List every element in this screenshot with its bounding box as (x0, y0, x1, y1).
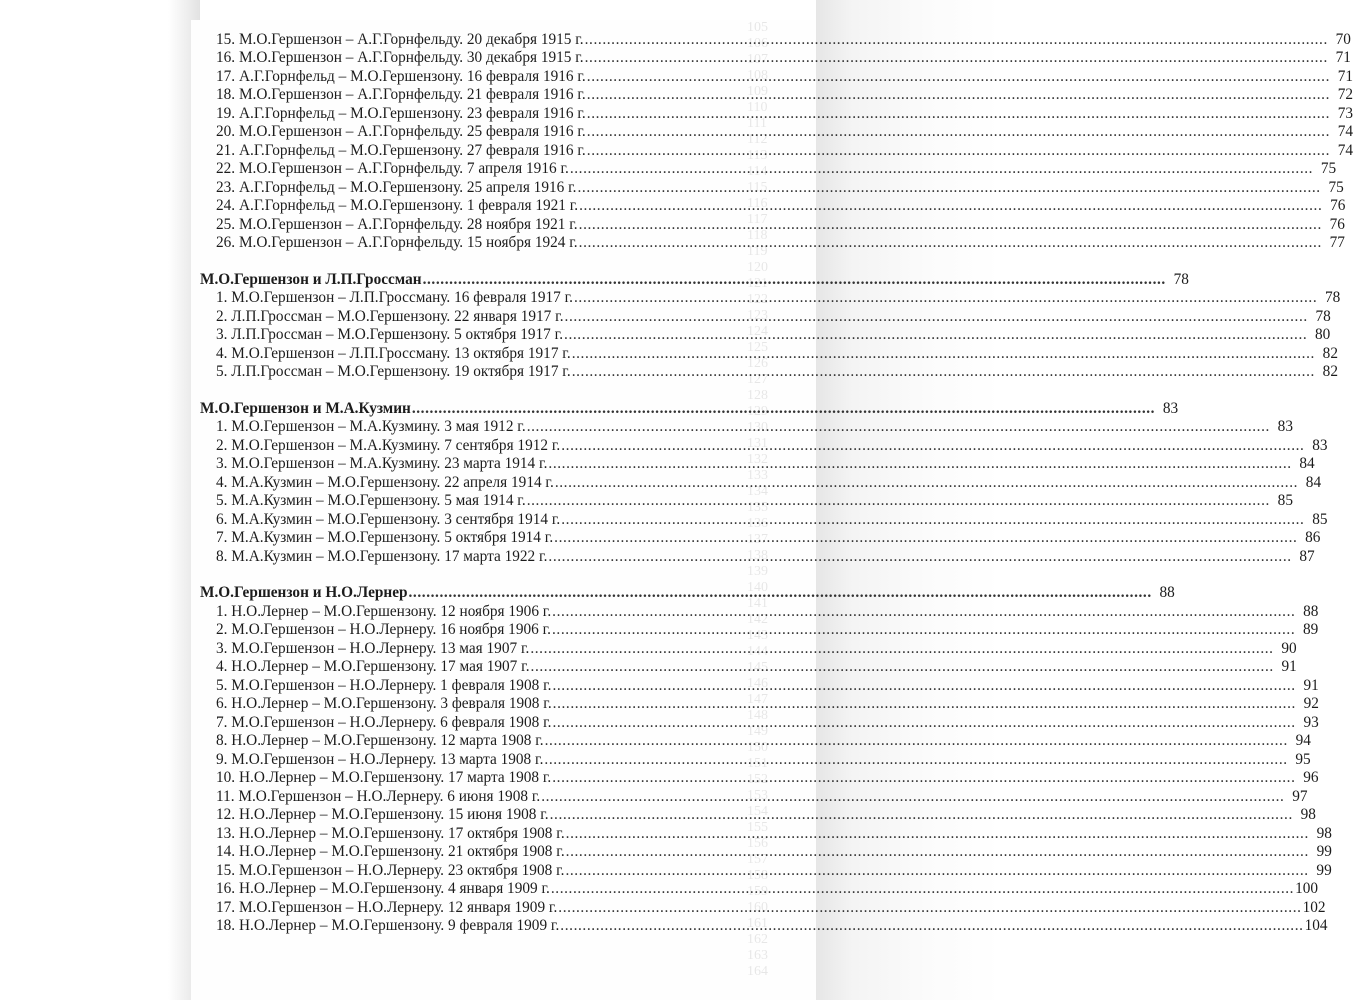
toc-entry-page: 91 (1303, 676, 1319, 694)
dot-leader (579, 234, 1322, 252)
toc-entry-title: 16. М.О.Гершензон – А.Г.Горнфельду. 30 декабря 1915 г. (216, 49, 584, 66)
toc-entry-page: 73 (1337, 104, 1353, 122)
dot-leader (587, 68, 1330, 86)
toc-entry (200, 123, 1353, 142)
toc-entry-title: 8. М.А.Кузмин – М.О.Гершензону. 17 марта 1922 г. (216, 547, 548, 565)
toc-entry-title: 5. М.А.Кузмин – М.О.Гершензону. 5 мая 1914 г. (216, 492, 526, 509)
toc-entry-title: 8. Н.О.Лернер – М.О.Гершензону. 12 марта 1908 г. (216, 732, 544, 749)
toc-entry-title: 2. Л.П.Гроссман – М.О.Гершензону. 22 января 1917 г. (216, 307, 564, 325)
toc-entry (200, 104, 1353, 123)
toc-entry-title: 1. М.О.Гершензон – Л.П.Гроссману. 16 февраля 1917 г. (216, 289, 573, 306)
dot-leader (585, 49, 1328, 67)
toc-entry-title: 4. Н.О.Лернер – М.О.Гершензону. 17 мая 1907 г. (216, 658, 530, 675)
toc-entry-title: 15. М.О.Гершензон – Н.О.Лернеру. 23 октября 1908 г. (216, 861, 565, 879)
toc-entry-page: 96 (1303, 769, 1319, 786)
toc-entry (200, 732, 1311, 751)
toc-entry-page: 80 (1315, 326, 1331, 343)
toc-entry-page: 77 (1329, 234, 1345, 251)
dot-leader (552, 714, 1295, 732)
section-heading-page: 78 (1173, 270, 1189, 288)
dot-leader (572, 345, 1315, 363)
toc-entry (200, 843, 1332, 862)
toc-entry-page: 102 (1302, 898, 1326, 916)
toc-entry-page: 71 (1337, 67, 1353, 85)
section-heading-page: 83 (1162, 399, 1179, 417)
toc-entry (200, 67, 1353, 86)
toc-entry-title: 17. М.О.Гершензон – Н.О.Лернеру. 12 января 1909 г. (216, 898, 558, 916)
toc-entry-page: 82 (1322, 363, 1338, 380)
toc-entry-page: 98 (1316, 824, 1332, 842)
dot-leader (552, 769, 1295, 787)
section-heading-title: М.О.Гершензон и М.А.Кузмин (200, 399, 411, 417)
dot-leader (579, 216, 1322, 234)
toc-entry-title: 24. А.Г.Горнфельд – М.О.Гершензону. 1 февраля 1921 г. (216, 197, 579, 214)
toc-entry-title: 16. Н.О.Лернер – М.О.Гершензону. 4 января 1909 г. (216, 880, 550, 897)
toc-entry (200, 344, 1338, 363)
toc-entry-page: 86 (1305, 529, 1321, 546)
dot-leader (550, 806, 1293, 824)
toc-entry-title: 10. Н.О.Лернер – М.О.Гершензону. 17 марта 1908 г. (216, 769, 552, 786)
toc-entry-page: 87 (1299, 547, 1315, 565)
toc-entry (200, 880, 1319, 899)
toc-entry-page: 71 (1335, 49, 1351, 66)
toc-entry (200, 639, 1297, 658)
toc-entry-title: 23. А.Г.Горнфельд – М.О.Гершензону. 25 апреля 1916 г. (216, 178, 577, 196)
toc-entry (200, 898, 1326, 917)
dot-leader (570, 160, 1313, 178)
dot-leader (544, 751, 1287, 769)
dot-leader (412, 400, 1155, 418)
toc-entry (200, 160, 1337, 179)
toc-entry-page: 97 (1292, 787, 1308, 805)
dot-leader (574, 289, 1317, 307)
dot-leader (555, 474, 1298, 492)
toc-entry-title: 19. А.Г.Горнфельд – М.О.Гершензону. 23 февраля 1916 г. (216, 104, 586, 122)
toc-entry-title: 22. М.О.Гершензон – А.Г.Горнфельду. 7 апреля 1916 г. (216, 160, 569, 177)
scan-background-left (0, 0, 200, 1000)
toc-entry (200, 713, 1319, 732)
toc-entry (200, 529, 1321, 548)
toc-entry-title: 1. Н.О.Лернер – М.О.Гершензону. 12 ноября 1906 г. (216, 602, 552, 620)
toc-entry-page: 74 (1337, 123, 1353, 140)
toc-entry-page: 85 (1277, 492, 1293, 509)
dot-leader (552, 677, 1295, 695)
dot-leader (558, 899, 1301, 917)
toc-entry-page: 92 (1303, 695, 1319, 712)
toc-entry (200, 30, 1351, 49)
dot-leader (564, 326, 1307, 344)
toc-entry (200, 141, 1353, 160)
toc-entry-page: 75 (1320, 160, 1337, 177)
toc-entry-page: 76 (1330, 197, 1346, 214)
toc-entry-page: 70 (1335, 30, 1351, 48)
toc-entry-page: 99 (1316, 861, 1332, 879)
toc-entry-page: 89 (1302, 621, 1319, 638)
toc-entry (200, 917, 1328, 936)
toc-entry (200, 658, 1297, 677)
toc-entry-title: 7. М.А.Кузмин – М.О.Гершензону. 5 октября 1914 г. (216, 529, 554, 546)
toc-entry (200, 418, 1293, 437)
toc-entry-page: 78 (1324, 289, 1341, 306)
dot-leader (566, 843, 1309, 861)
toc-entry-page: 94 (1295, 732, 1311, 749)
toc-entry (200, 215, 1345, 234)
toc-entry-title: 4. М.О.Гершензон – Л.П.Гроссману. 13 октября 1917 г. (216, 344, 571, 362)
dot-leader (541, 788, 1284, 806)
toc-entry-title: 18. Н.О.Лернер – М.О.Гершензону. 9 февраля 1909 г. (216, 917, 560, 934)
toc-entry-page: 75 (1328, 178, 1344, 196)
toc-entry (200, 234, 1345, 253)
toc-entry (200, 547, 1315, 566)
toc-entry (200, 436, 1328, 455)
toc-entry-page: 100 (1295, 880, 1319, 897)
section-heading-title: М.О.Гершензон и Л.П.Гроссман (200, 270, 422, 288)
toc-entry-title: 5. М.О.Гершензон – Н.О.Лернеру. 1 февраля 1908 г. (216, 676, 552, 694)
dot-leader (531, 658, 1274, 676)
toc-entry-page: 83 (1277, 418, 1293, 435)
toc-entry-title: 26. М.О.Гершензон – А.Г.Горнфельду. 15 ноября 1924 г. (216, 234, 578, 251)
toc-entry (200, 510, 1328, 529)
dot-leader (560, 917, 1303, 935)
toc-entry (200, 326, 1331, 345)
toc-entry-title: 21. А.Г.Горнфельд – М.О.Гершензону. 27 февраля 1916 г. (216, 141, 586, 159)
toc-entry-title: 15. М.О.Гершензон – А.Г.Горнфельду. 20 декабря 1915 г. (216, 30, 584, 48)
toc-entry-page: 95 (1295, 750, 1311, 768)
dot-leader (548, 548, 1291, 566)
toc-entry (200, 455, 1315, 474)
section-heading (200, 270, 1189, 289)
toc-entry-page: 99 (1316, 843, 1332, 860)
dot-leader (585, 31, 1328, 49)
toc-entry-title: 12. Н.О.Лернер – М.О.Гершензону. 15 июня 1908 г. (216, 806, 549, 823)
dot-leader (566, 825, 1309, 843)
toc-entry (200, 621, 1319, 640)
toc-entry-page: 91 (1281, 658, 1297, 675)
toc-entry-page: 85 (1312, 510, 1328, 528)
toc-entry-title: 13. Н.О.Лернер – М.О.Гершензону. 17 октября 1908 г. (216, 824, 565, 842)
toc-entry-page: 98 (1300, 806, 1316, 823)
toc-entry-title: 5. Л.П.Гроссман – М.О.Гершензону. 19 октября 1917 г. (216, 363, 571, 380)
section-heading-page: 88 (1159, 584, 1175, 601)
table-of-contents (200, 30, 1353, 935)
toc-entry-title: 25. М.О.Гершензон – А.Г.Горнфельду. 28 ноября 1921 г. (216, 215, 578, 233)
toc-entry (200, 861, 1332, 880)
dot-leader (548, 455, 1291, 473)
toc-entry-title: 17. А.Г.Горнфельд – М.О.Гершензону. 16 февраля 1916 г. (216, 67, 586, 85)
toc-entry-title: 3. Л.П.Гроссман – М.О.Гершензону. 5 октября 1917 г. (216, 326, 564, 343)
toc-entry-title: 6. Н.О.Лернер – М.О.Гершензону. 3 февраля 1908 г. (216, 695, 552, 712)
dot-leader (552, 603, 1295, 621)
toc-entry (200, 307, 1331, 326)
toc-entry-title: 1. М.О.Гершензон – М.А.Кузмину. 3 мая 1912 г. (216, 418, 526, 435)
toc-entry-title: 3. М.О.Гершензон – Н.О.Лернеру. 13 мая 1907 г. (216, 639, 530, 657)
toc-entry-title: 9. М.О.Гершензон – Н.О.Лернеру. 13 марта 1908 г. (216, 750, 544, 768)
dot-leader (545, 732, 1288, 750)
toc-entry (200, 806, 1316, 825)
toc-entry-title: 6. М.А.Кузмин – М.О.Гершензону. 3 сентября 1914 г. (216, 510, 561, 528)
section-heading (200, 584, 1175, 603)
dot-leader (554, 529, 1297, 547)
section-heading-title: М.О.Гершензон и Н.О.Лернер (200, 584, 408, 601)
toc-entry (200, 824, 1332, 843)
dot-leader (572, 363, 1315, 381)
toc-entry-page: 83 (1312, 436, 1328, 454)
toc-entry (200, 787, 1308, 806)
dot-leader (579, 197, 1322, 215)
toc-entry (200, 473, 1322, 492)
toc-entry (200, 86, 1353, 105)
toc-entry-title: 2. М.О.Гершензон – М.А.Кузмину. 7 сентября 1912 г. (216, 436, 561, 454)
dot-leader (587, 105, 1330, 123)
toc-entry-page: 104 (1304, 917, 1328, 934)
toc-entry-page: 82 (1322, 344, 1338, 362)
toc-entry-title: 14. Н.О.Лернер – М.О.Гершензону. 21 октября 1908 г. (216, 843, 565, 860)
dot-leader (409, 584, 1152, 602)
toc-entry-page: 90 (1281, 639, 1297, 657)
dot-leader (565, 862, 1308, 880)
dot-leader (423, 271, 1166, 289)
toc-entry (200, 750, 1311, 769)
toc-entry (200, 492, 1293, 511)
toc-entry-title: 3. М.О.Гершензон – М.А.Кузмину. 23 марта 1914 г. (216, 455, 548, 472)
toc-entry (200, 676, 1319, 695)
dot-leader (561, 437, 1304, 455)
toc-entry-page: 72 (1337, 86, 1353, 103)
dot-leader (565, 308, 1308, 326)
toc-entry (200, 178, 1344, 197)
toc-entry-title: 11. М.О.Гершензон – Н.О.Лернеру. 6 июня 1908 г. (216, 787, 541, 805)
toc-entry-page: 88 (1303, 602, 1319, 620)
toc-entry (200, 363, 1338, 382)
dot-leader (561, 511, 1304, 529)
dot-leader (587, 123, 1330, 141)
toc-entry (200, 197, 1346, 216)
toc-entry (200, 289, 1341, 308)
toc-entry-title: 2. М.О.Гершензон – Н.О.Лернеру. 16 ноября 1906 г. (216, 621, 551, 638)
toc-entry-title: 20. М.О.Гершензон – А.Г.Горнфельду. 25 февраля 1916 г. (216, 123, 586, 140)
toc-entry-title: 4. М.А.Кузмин – М.О.Гершензону. 22 апреля 1914 г. (216, 473, 554, 491)
section-heading (200, 399, 1179, 418)
toc-entry-page: 93 (1303, 713, 1319, 731)
dot-leader (527, 418, 1270, 436)
toc-entry-title: 18. М.О.Гершензон – А.Г.Горнфельду. 21 февраля 1916 г. (216, 86, 586, 103)
dot-leader (530, 640, 1273, 658)
toc-entry (200, 769, 1319, 788)
dot-leader (551, 880, 1294, 898)
toc-entry (200, 695, 1319, 714)
toc-entry-page: 78 (1315, 307, 1331, 325)
toc-entry (200, 602, 1319, 621)
toc-entry-title: 7. М.О.Гершензон – Н.О.Лернеру. 6 февраля 1908 г. (216, 713, 552, 731)
toc-entry-page: 74 (1337, 141, 1353, 159)
dot-leader (587, 86, 1330, 104)
dot-leader (587, 142, 1330, 160)
dot-leader (527, 492, 1270, 510)
dot-leader (552, 621, 1295, 639)
toc-entry (200, 49, 1351, 68)
dot-leader (577, 179, 1320, 197)
toc-entry-page: 76 (1329, 215, 1345, 233)
dot-leader (553, 695, 1296, 713)
toc-entry-page: 84 (1305, 473, 1322, 491)
toc-entry-page: 84 (1299, 455, 1315, 472)
